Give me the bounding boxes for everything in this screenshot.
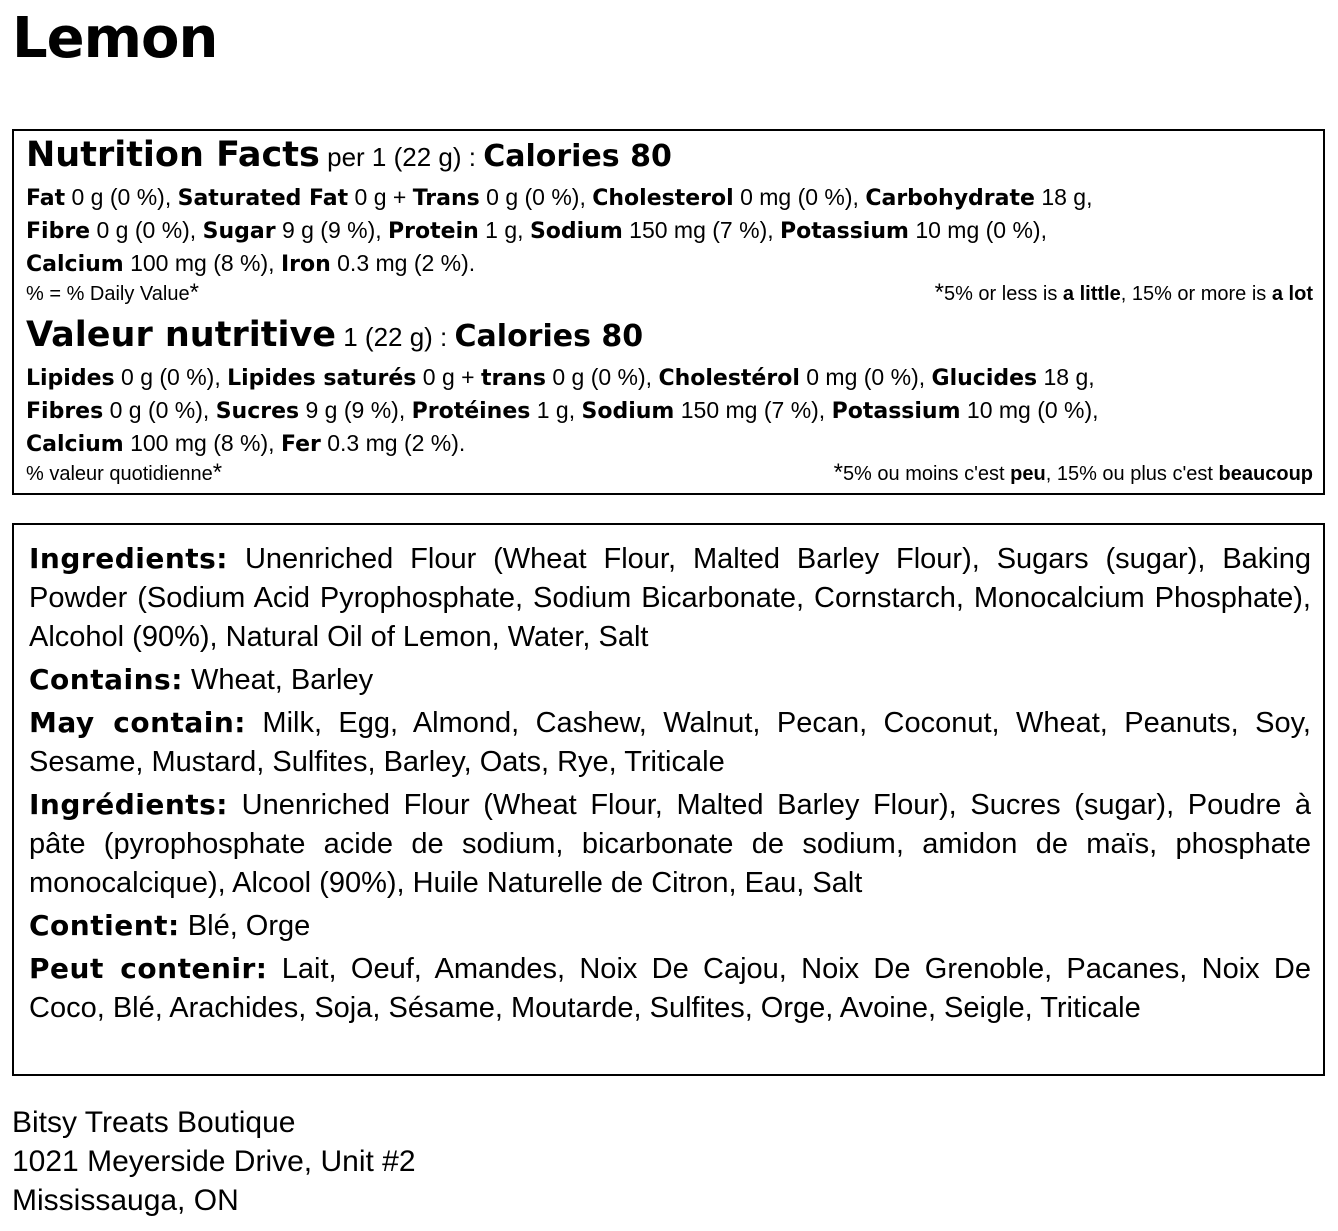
nutrient-value: 0 g (0 %), (486, 184, 586, 210)
contains-fr: Contient: Blé, Orge (29, 909, 311, 942)
nutrient-label: Calcium (26, 252, 124, 277)
nutrition-facts-title: Nutrition Facts (26, 135, 320, 175)
calories-fr: Calories 80 (454, 319, 644, 354)
nutrient-value: 0.3 mg (2 %). (337, 250, 476, 276)
dv-scale-en: *5% or less is a little, 15% or more is a lot (934, 279, 1313, 306)
serving-size-en: per 1 (22 g) : (327, 142, 476, 172)
peut-contenir-label: Peut contenir: (29, 952, 268, 985)
nutrition-heading-en (26, 135, 672, 175)
contains-en: Contains: Wheat, Barley (29, 663, 374, 696)
dv-note-en: % = % Daily Value* (26, 279, 199, 306)
nutrient-label: Carbohydrate (865, 186, 1035, 211)
serving-size-fr: 1 (22 g) : (343, 322, 448, 352)
nutrient-label: Cholestérol (658, 366, 800, 391)
nutrient-value: 18 g, (1043, 364, 1095, 390)
nutrient-label: Saturated Fat (177, 186, 349, 211)
nutrient-label: Protéines (411, 399, 531, 424)
calories-en: Calories 80 (483, 139, 672, 174)
nutrient-value: 10 mg (0 %), (915, 217, 1047, 243)
nutrient-label: Potassium (780, 219, 909, 244)
nutrient-label: trans (480, 366, 546, 391)
nutrient-label: Fibre (26, 219, 91, 244)
nutrient-value: 18 g, (1041, 184, 1093, 210)
nutrient-label: Iron (280, 252, 331, 277)
nutrition-heading-fr (26, 315, 643, 355)
ingredients-label-fr: Ingrédients: (29, 788, 229, 821)
ingredients-en: Ingredients: Unenriched Flour (Wheat Flour, Malted Barley Flour), Sugars (sugar), Baking Powder (Sodium Acid Pyrophosphate, Sodium Bicarbonate, Cornstarch, Monocalcium Phosphate), Alcohol (90%), Natural Oil of Lemon, Water, Salt (29, 542, 1311, 653)
contient-label: Contient: (29, 909, 180, 942)
ingredients-content (29, 539, 1311, 1031)
ingredients-fr: Ingrédients: Unenriched Flour (Wheat Flour, Malted Barley Flour), Sucres (sugar), Poudre à pâte (pyrophosphate acide de sodium, bicarbonate de sodium, amidon de maïs, phosphate monocalcique), Alcool (90%), Huile Naturelle de Citron, Eau, Salt (29, 788, 1312, 899)
city-province: Mississauga, ON (12, 1184, 239, 1217)
may-contain-en: May contain: Milk, Egg, Almond, Cashew, Walnut, Pecan, Coconut, Wheat, Peanuts, Soy, Sesame, Mustard, Sulfites, Barley, Oats, Rye, Triticale (29, 706, 1311, 778)
nutrient-label: Lipides (26, 366, 115, 391)
nutrient-label: Sucres (215, 399, 300, 424)
nutrient-label: Glucides (931, 366, 1038, 391)
nutrient-line-en-1 (26, 181, 1092, 215)
product-title: Lemon (12, 6, 218, 71)
nutrient-line-fr-2 (26, 394, 1099, 428)
nutrient-value: 0 mg (0 %), (740, 184, 859, 210)
ingredients-label: Ingredients: (29, 542, 229, 575)
nutrient-value: 0 g + (422, 364, 475, 390)
nutrient-line-en-3 (26, 247, 475, 281)
nutrient-value: 0 g (0 %), (109, 397, 210, 423)
nutrient-value: 100 mg (8 %), (130, 250, 275, 276)
nutrient-value: 10 mg (0 %), (966, 397, 1099, 423)
nutrient-value: 150 mg (7 %), (629, 217, 774, 243)
nutrient-label: Fer (280, 432, 321, 457)
nutrient-line-fr-3 (26, 427, 465, 461)
nutrient-value: 0 g (0 %), (121, 364, 221, 390)
nutrient-value: 9 g (9 %), (281, 217, 382, 243)
dv-note-fr: % valeur quotidienne* (26, 459, 223, 486)
may-contain-fr: Peut contenir: Lait, Oeuf, Amandes, Noix De Cajou, Noix De Grenoble, Pacanes, Noix De Coco, Blé, Arachides, Soja, Sésame, Moutarde, Sulfites, Orge, Avoine, Seigle, Triticale (29, 952, 1312, 1024)
nutrient-label: Protein (388, 219, 479, 244)
nutrient-value: 100 mg (8 %), (130, 430, 275, 456)
ingredients-box (12, 523, 1325, 1076)
manufacturer-address (12, 1103, 416, 1220)
nutrient-label: Sodium (581, 399, 675, 424)
nutrient-label: Potassium (831, 399, 961, 424)
nutrient-value: 0 g (0 %), (71, 184, 172, 210)
nutrient-value: 9 g (9 %), (305, 397, 406, 423)
nutrient-label: Trans (412, 186, 480, 211)
nutrient-value: 0 g + (354, 184, 407, 210)
street-address: 1021 Meyerside Drive, Unit #2 (12, 1145, 416, 1178)
nutrient-label: Fat (26, 186, 66, 211)
nutrient-label: Fibres (26, 399, 104, 424)
nutrient-line-fr-1 (26, 361, 1095, 395)
nutrient-label: Sodium (529, 219, 623, 244)
may-contain-label: May contain: (29, 706, 247, 739)
nutrient-line-en-2 (26, 214, 1047, 248)
daily-value-footnote-en (26, 279, 1313, 307)
nutrient-label: Calcium (26, 432, 124, 457)
nutrient-label: Sugar (202, 219, 276, 244)
dv-scale-fr: *5% ou moins c'est peu, 15% ou plus c'est beaucoup (833, 459, 1313, 486)
nutrient-value: 150 mg (7 %), (680, 397, 826, 423)
contains-label: Contains: (29, 663, 183, 696)
nutrient-value: 0.3 mg (2 %). (327, 430, 466, 456)
nutrition-facts-table (12, 129, 1325, 495)
nutrient-value: 1 g, (536, 397, 576, 423)
nutrient-value: 0 g (0 %), (552, 364, 653, 390)
nutrient-label: Lipides saturés (227, 366, 417, 391)
daily-value-footnote-fr (26, 459, 1313, 487)
nutrient-value: 1 g, (485, 217, 524, 243)
nutrient-value: 0 mg (0 %), (806, 364, 926, 390)
valeur-nutritive-title: Valeur nutritive (26, 315, 336, 355)
nutrient-label: Cholesterol (592, 186, 734, 211)
company-name: Bitsy Treats Boutique (12, 1106, 296, 1139)
nutrient-value: 0 g (0 %), (96, 217, 197, 243)
